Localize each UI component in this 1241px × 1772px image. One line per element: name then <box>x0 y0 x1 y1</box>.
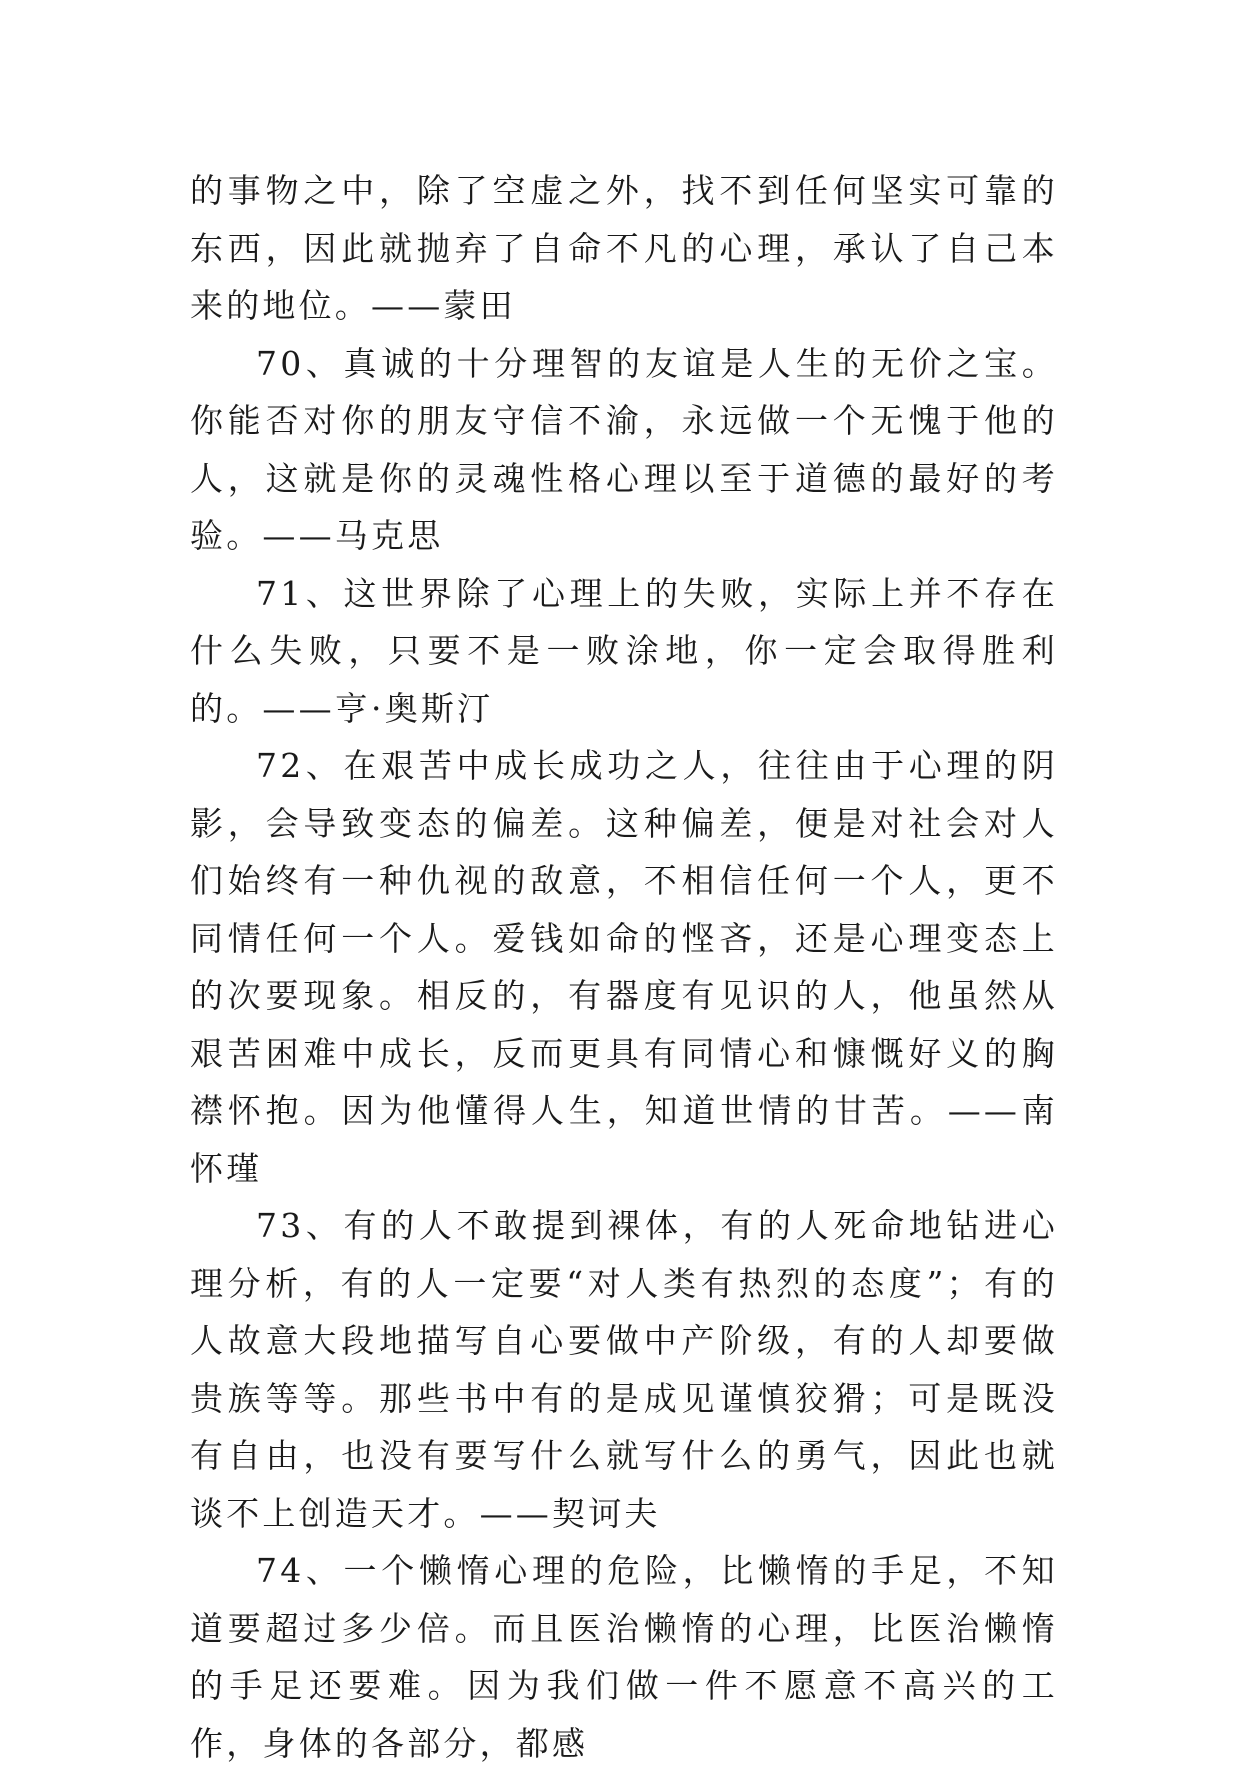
quote-70: 70、真诚的十分理智的友谊是人生的无价之宝。你能否对你的朋友守信不渝，永远做一个无愧于他的人，这就是你的灵魂性格心理以至于道德的最好的考验。——马克思 <box>190 343 1058 555</box>
quote-73: 73、有的人不敢提到裸体，有的人死命地钻进心理分析，有的人一定要“对人类有热烈的态度”；有的人故意大段地描写自心要做中产阶级，有的人却要做贵族等等。那些书中有的是成见谨慎狡猾；可是既没有自由，也没有要写什么就写什么的勇气，因此也就谈不上创造天才。——契诃夫 <box>190 1206 1058 1533</box>
document-body <box>190 162 1058 1772</box>
quote-72: 72、在艰苦中成长成功之人，往往由于心理的阴影，会导致变态的偏差。这种偏差，便是对社会对人们始终有一种仇视的敌意，不相信任何一个人，更不同情任何一个人。爱钱如命的悭吝，还是心理变态上的次要现象。相反的，有器度有见识的人，他虽然从艰苦困难中成长，反而更具有同情心和慷慨好义的胸襟怀抱。因为他懂得人生，知道世情的甘苦。——南怀瑾 <box>190 746 1058 1188</box>
quote-71: 71、这世界除了心理上的失败，实际上并不存在什么失败，只要不是一败涂地，你一定会取得胜利的。——亨·奥斯汀 <box>190 573 1058 728</box>
paragraph-continuation: 的事物之中，除了空虚之外，找不到任何坚实可靠的东西，因此就抛弃了自命不凡的心理，承认了自己本来的地位。——蒙田 <box>190 171 1058 325</box>
quote-74: 74、一个懒惰心理的危险，比懒惰的手足，不知道要超过多少倍。而且医治懒惰的心理，比医治懒惰的手足还要难。因为我们做一件不愿意不高兴的工作，身体的各部分，都感 <box>190 1551 1058 1763</box>
